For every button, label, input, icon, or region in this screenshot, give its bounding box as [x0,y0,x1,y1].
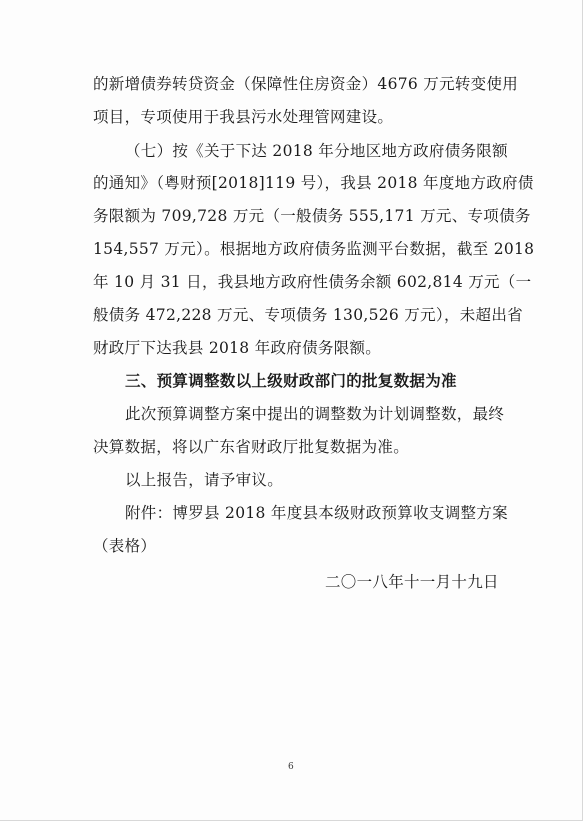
paragraph-line: 的新增债券转贷资金（保障性住房资金）4676 万元转变使用 [93,75,519,93]
paragraph-line: （七）按《关于下达 2018 年分地区地方政府债务限额 [125,142,508,160]
paragraph-line: 般债务 472,228 万元、专项债务 130,526 万元），未超出省 [93,306,523,324]
attachment-line: 附件：博罗县 2018 年度县本级财政预算收支调整方案 [125,504,508,522]
paragraph-line: 财政厅下达我县 2018 年政府债务限额。 [93,339,382,357]
document-date: 二〇一八年十一月十九日 [325,573,499,591]
paragraph-line: 此次预算调整方案中提出的调整数为计划调整数，最终 [125,405,505,423]
paragraph-line: 决算数据，将以广东省财政厅批复数据为准。 [93,438,410,456]
paragraph-line: 项目，专项使用于我县污水处理管网建设。 [93,108,394,126]
paragraph-line: 以上报告，请予审议。 [125,471,284,489]
section-heading: 三、预算调整数以上级财政部门的批复数据为准 [125,372,457,390]
paragraph-line: 的通知》（粤财预[2018]119 号），我县 2018 年度地方政府债 [93,174,534,192]
paragraph-line: 154,557 万元）。根据地方政府债务监测平台数据，截至 2018 [93,240,535,258]
paragraph-line: 务限额为 709,728 万元（一般债务 555,171 万元、专项债务 [93,207,531,225]
attachment-line: （表格） [93,537,157,555]
paragraph-line: 年 10 月 31 日，我县地方政府性债务余额 602,814 万元（一 [93,273,532,291]
page-number: 6 [288,762,294,772]
